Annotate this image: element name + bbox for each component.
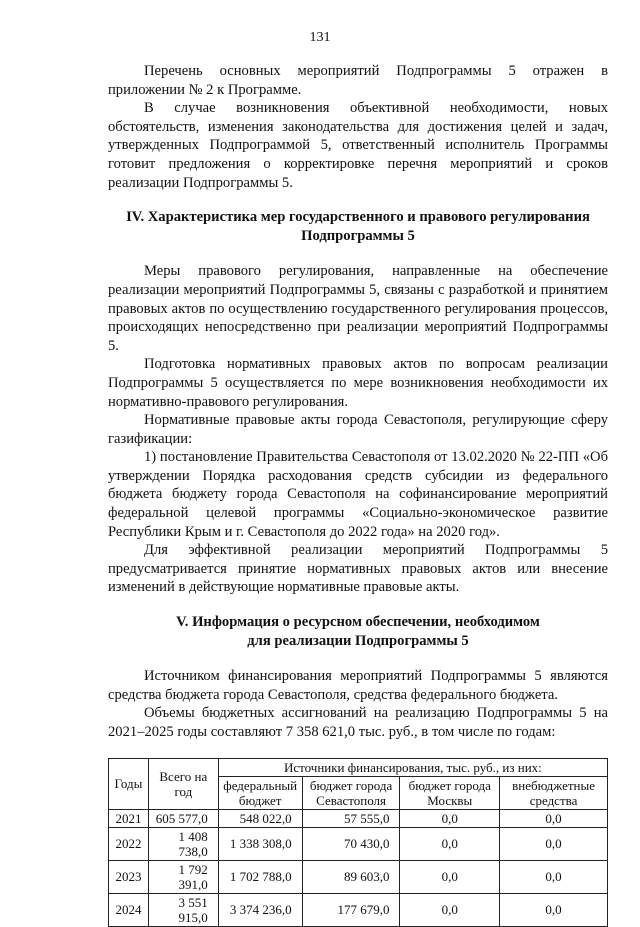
header-extrabudgetary: внебюджетные средства — [500, 776, 608, 809]
cell-extra: 0,0 — [500, 827, 608, 860]
header-sources: Источники финансирования, тыс. руб., из них: — [218, 758, 607, 776]
paragraph-effective-implementation: Для эффективной реализации мероприятий Подпрограммы 5 предусматривается принятие нормативных правовых актов или внесение изменений в действующие нормативные правовые акты. — [108, 542, 608, 596]
financing-table — [108, 758, 608, 927]
paragraph-resolution-item: 1) постановление Правительства Севастополя от 13.02.2020 № 22-ПП «Об утверждении Порядка расходования средств субсидии из федерального бюджета бюджету города Севастополя на софинансирование мероприятий федеральной целевой программы «Социально-экономическое развитие Республики Крым и г. Севастополя до 2022 года» на 2020 год». — [108, 449, 608, 540]
cell-extra: 0,0 — [500, 893, 608, 926]
cell-federal: 1 702 788,0 — [218, 860, 302, 893]
table-row — [109, 827, 608, 860]
cell-city: 70 430,0 — [302, 827, 400, 860]
cell-federal: 1 338 308,0 — [218, 827, 302, 860]
section-5-heading — [108, 613, 608, 650]
cell-extra: 0,0 — [500, 809, 608, 827]
section-4-heading — [108, 208, 608, 245]
cell-year: 2021 — [109, 809, 149, 827]
page-content — [108, 62, 608, 927]
paragraph-program-list: Перечень основных мероприятий Подпрограммы 5 отражен в приложении № 2 к Программе. — [108, 63, 608, 98]
paragraph-funding-source: Источником финансирования мероприятий Подпрограммы 5 являются средства бюджета города Севастополя, средства федерального бюджета. — [108, 668, 608, 703]
cell-city: 89 603,0 — [302, 860, 400, 893]
header-city-budget: бюджет города Севастополя — [302, 776, 400, 809]
header-total: Всего на год — [148, 758, 218, 809]
cell-total: 1 792 391,0 — [148, 860, 218, 893]
header-years: Годы — [109, 758, 149, 809]
cell-year: 2022 — [109, 827, 149, 860]
header-moscow-budget: бюджет города Москвы — [400, 776, 500, 809]
cell-year: 2023 — [109, 860, 149, 893]
cell-moscow: 0,0 — [400, 860, 500, 893]
page-number: 131 — [309, 30, 331, 45]
table-row — [109, 893, 608, 926]
cell-total: 3 551 915,0 — [148, 893, 218, 926]
cell-year: 2024 — [109, 893, 149, 926]
section-4-heading-line2: Подпрограммы 5 — [301, 227, 415, 244]
header-federal: федеральный бюджет — [218, 776, 302, 809]
section-4-heading-line1: IV. Характеристика мер государственного и правового регулирования — [126, 209, 590, 226]
cell-total: 605 577,0 — [148, 809, 218, 827]
paragraph-budget-volume: Объемы бюджетных ассигнований на реализацию Подпрограммы 5 на 2021–2025 годы составляют 7 358 621,0 тыс. руб., в том числе по годам: — [108, 705, 608, 740]
paragraph-adjustments: В случае возникновения объективной необходимости, новых обстоятельств, изменения законодательства для достижения целей и задач, утвержденных Подпрограммой 5, ответственный исполнитель Программы готовит предложения о корректировке перечня мероприятий и сроков реализации Подпрограммы 5. — [108, 100, 608, 191]
cell-extra: 0,0 — [500, 860, 608, 893]
paragraph-legal-measures: Меры правового регулирования, направленные на обеспечение реализации мероприятий Подпрограммы 5, связаны с разработкой и принятием правовых актов по осуществлению государственного регулирования процессов, происходящих непосредственно при реализации мероприятий Подпрограммы 5. — [108, 263, 608, 354]
paragraph-acts-preparation: Подготовка нормативных правовых актов по вопросам реализации Подпрограммы 5 осуществляется по мере возникновения необходимости их нормативно-правового регулирования. — [108, 356, 608, 410]
cell-federal: 548 022,0 — [218, 809, 302, 827]
table-row — [109, 809, 608, 827]
cell-total: 1 408 738,0 — [148, 827, 218, 860]
cell-moscow: 0,0 — [400, 809, 500, 827]
table-row — [109, 860, 608, 893]
cell-moscow: 0,0 — [400, 827, 500, 860]
cell-city: 57 555,0 — [302, 809, 400, 827]
paragraph-gasification-acts: Нормативные правовые акты города Севастополя, регулирующие сферу газификации: — [108, 412, 608, 447]
cell-federal: 3 374 236,0 — [218, 893, 302, 926]
cell-moscow: 0,0 — [400, 893, 500, 926]
section-5-heading-line2: для реализации Подпрограммы 5 — [247, 632, 469, 649]
cell-city: 177 679,0 — [302, 893, 400, 926]
section-5-heading-line1: V. Информация о ресурсном обеспечении, необходимом — [176, 614, 540, 631]
